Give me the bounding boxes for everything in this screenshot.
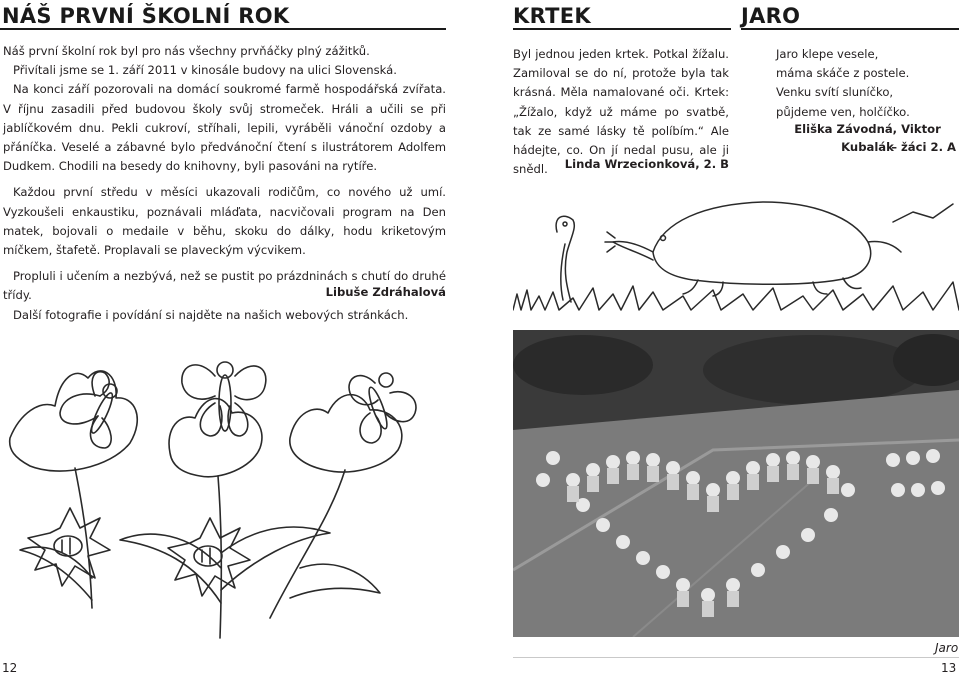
krtek-poem-text: Byl jednou jeden krtek. Potkal žížalu. Zamiloval se do ní, protože byla tak krásná. Měla namalované oči. Krtek: „Žížalo, když už máme po svatbě, tak ze samé lásky tě políbím.“ Ale hádejte, co. On jí nedal pusu, ale ji snědl. <box>513 47 729 177</box>
article-paragraph: Náš první školní rok byl pro nás všechny prvňáčky plný zážitků. <box>3 44 370 58</box>
jaro-line: půjdeme ven, holčíčko. <box>776 104 910 119</box>
article-paragraph: Každou první středu v měsíci ukazovali rodičům, co nového už umí. Vyzkoušeli enkaustiku, poznávali mláďata, nacvičovali program na Den matek, bojovali o medaile v běhu, skoku do dálky, hodu kriketovým míčkem, štafetě. Proplavali se plaveckým výcvikem. <box>3 185 446 258</box>
flowers-butterflies-drawing <box>0 318 446 655</box>
article-title-rule <box>0 28 446 30</box>
article-author: Libuše Zdráhalová <box>325 285 446 299</box>
jaro-title-rule <box>741 28 959 30</box>
jaro-poem <box>776 45 959 122</box>
article-paragraph: Další fotografie i povídání si najděte na našich webových stránkách. <box>13 307 409 322</box>
children-heart-formation-photo <box>513 330 959 637</box>
jaro-authors: Eliška Závodná, Viktor Kubalák <box>794 122 941 154</box>
article-paragraph: Přivítali jsme se 1. září 2011 v kinosále budovy na ulici Slovenská. <box>13 63 397 78</box>
jaro-line: Jaro klepe vesele, <box>776 47 879 61</box>
article-paragraph: Propluli i učením a nezbývá, než se pustit po prázdninách s chutí do druhé třídy. <box>3 269 446 303</box>
jaro-title: JARO <box>741 4 801 28</box>
krtek-author: Linda Wrzecionková, 2. B <box>564 157 729 171</box>
article-paragraph: Na konci září pozorovali na domácí soukromé farmě hospodářská zvířata. V říjnu zasadili před budovou školy svůj stromeček. Hráli a učili se při jablíčkovém dnu. Pekli cukroví, stříhali, lepili, vyráběli vánoční ozdoby a přáníčka. Veselé a zábavné bylo předvánoční čtení s ilustrátorem Adolfem Dudkem. Chodili na besedy do knihovny, byli pasováni na rytíře. <box>3 82 446 174</box>
page-number-right: 13 <box>941 661 957 675</box>
jaro-class-note: – žáci 2. A <box>891 140 956 154</box>
jaro-line: Venku svítí sluníčko, <box>776 85 894 100</box>
page-number-left: 12 <box>2 661 18 675</box>
footer-rule <box>513 657 959 658</box>
running-title: Jaro <box>935 641 959 655</box>
article-title: NÁŠ PRVNÍ ŠKOLNÍ ROK <box>2 4 290 28</box>
mole-and-worm-drawing <box>513 182 959 316</box>
krtek-title-rule <box>513 28 731 30</box>
krtek-title: KRTEK <box>513 4 591 28</box>
jaro-line: máma skáče z postele. <box>776 66 910 81</box>
